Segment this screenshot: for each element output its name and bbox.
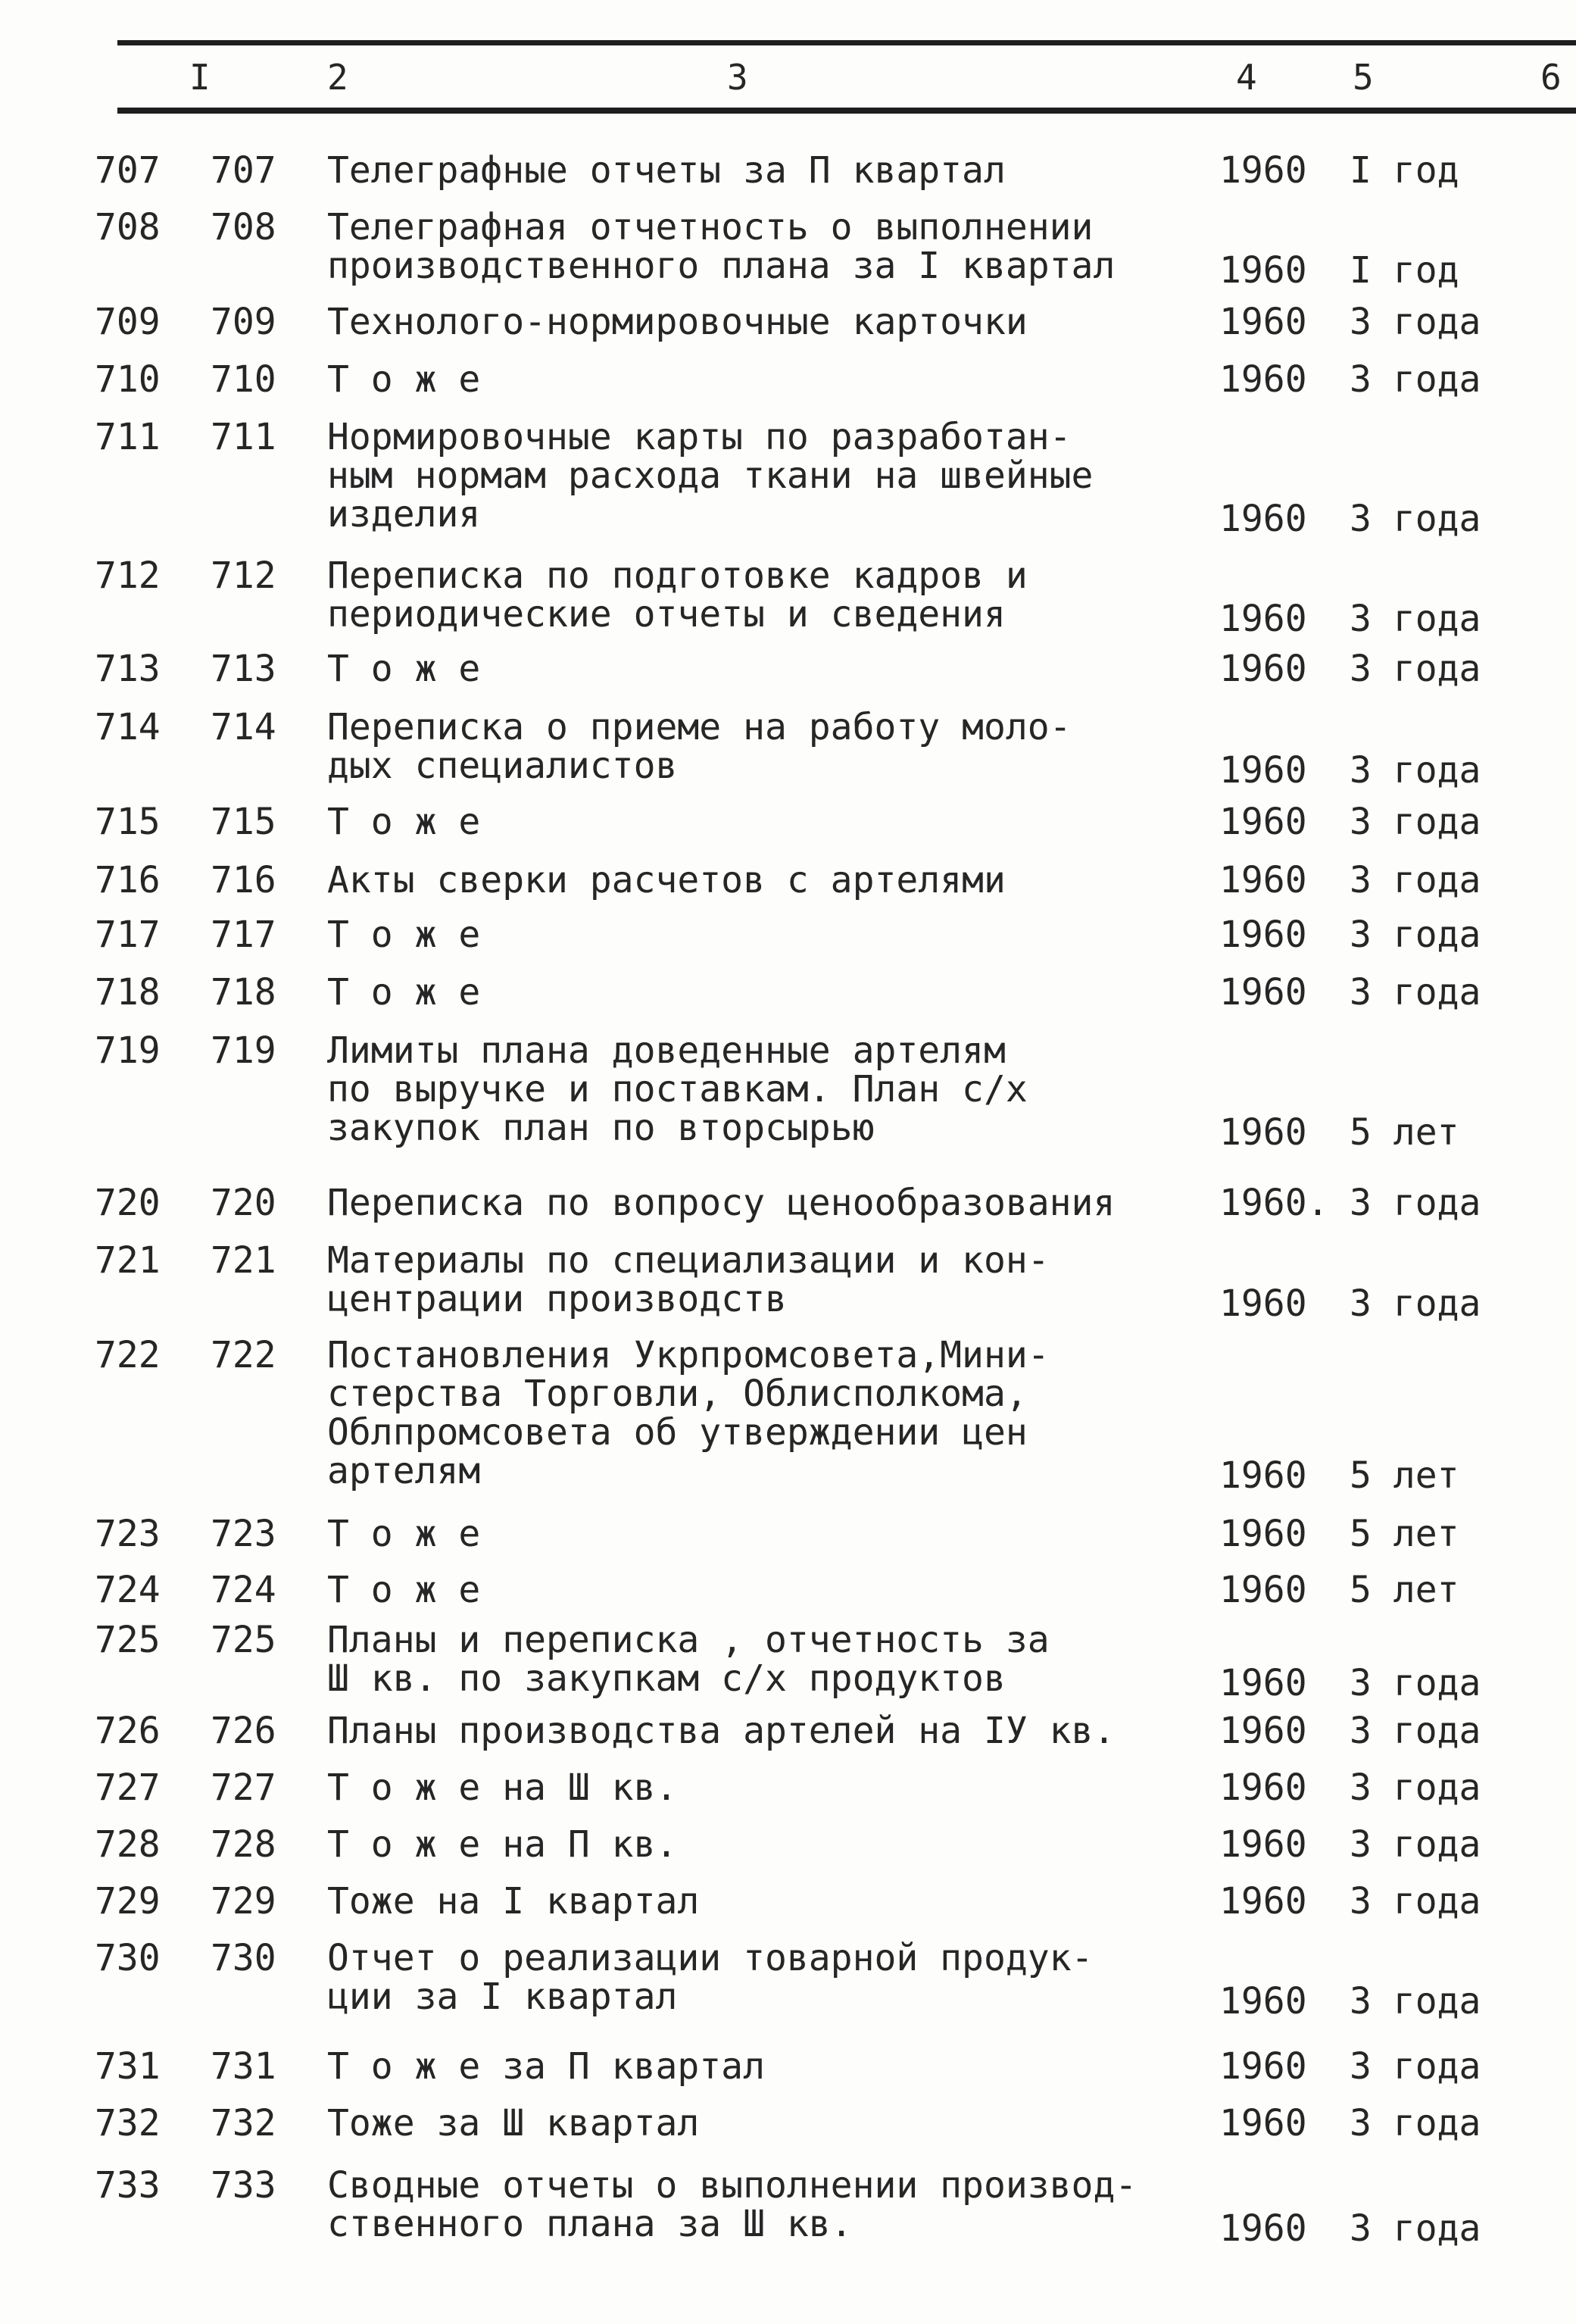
case-number: 725 — [211, 1619, 276, 1661]
item-year: 1960 — [1219, 2102, 1307, 2144]
case-number: 724 — [211, 1569, 276, 1611]
retention-term: 3 года — [1350, 1823, 1481, 1866]
case-number: 720 — [211, 1182, 276, 1224]
retention-term: 3 года — [1350, 749, 1481, 792]
case-number: 716 — [211, 859, 276, 901]
item-year: 1960 — [1219, 598, 1307, 640]
item-year: 1960 — [1219, 1766, 1307, 1809]
item-title-line: Нормировочные карты по разработан- — [327, 416, 1072, 458]
item-title — [327, 861, 1006, 900]
item-number: 725 — [95, 1619, 161, 1661]
item-title — [327, 2045, 765, 2088]
item-title — [327, 208, 1115, 286]
retention-term: 3 года — [1350, 2045, 1481, 2088]
item-title — [327, 1515, 480, 1554]
item-number: 711 — [95, 416, 161, 458]
item-title-line: Тоже на I квартал — [327, 1880, 700, 1923]
case-number: 714 — [211, 706, 276, 748]
item-year: 1960 — [1219, 1710, 1307, 1752]
case-number: 728 — [211, 1823, 276, 1866]
item-number: 732 — [95, 2102, 161, 2144]
case-number: 708 — [211, 206, 276, 248]
column-header-5: 5 — [1353, 57, 1374, 98]
item-number: 722 — [95, 1334, 161, 1376]
item-year: 1960 — [1219, 971, 1307, 1014]
item-title — [327, 1823, 678, 1866]
item-title — [327, 916, 480, 954]
item-title-line: Технолого-нормировочные карточки — [327, 301, 1028, 343]
case-number: 721 — [211, 1239, 276, 1282]
column-header-6: 6 — [1540, 57, 1562, 98]
retention-term: 3 года — [1350, 498, 1481, 540]
item-year: 1960 — [1219, 358, 1307, 401]
case-number: 719 — [211, 1029, 276, 1072]
retention-term: 3 года — [1350, 648, 1481, 690]
item-title — [327, 1939, 1093, 2016]
item-title-line: Т о ж е за П квартал — [327, 2045, 765, 2088]
item-title-line: артелям — [327, 1450, 481, 1492]
item-title-line: центрации производств — [327, 1278, 787, 1320]
item-year: 1960 — [1219, 1569, 1307, 1611]
item-title-line: Телеграфная отчетность о выполнении — [327, 206, 1094, 248]
item-year: 1960 — [1219, 1980, 1307, 2023]
case-number: 718 — [211, 971, 276, 1014]
item-title — [327, 1239, 1050, 1320]
item-title-line: Акты сверки расчетов с артелями — [327, 859, 1006, 901]
retention-term: 3 года — [1350, 2207, 1481, 2250]
item-title — [327, 2166, 1137, 2244]
item-number: 712 — [95, 554, 161, 597]
item-title — [327, 803, 480, 842]
item-number: 733 — [95, 2164, 161, 2207]
retention-term: 3 года — [1350, 1880, 1481, 1923]
retention-term: 3 года — [1350, 1766, 1481, 1809]
item-title — [327, 418, 1093, 534]
retention-term: 3 года — [1350, 1980, 1481, 2023]
item-title-line: периодические отчеты и сведения — [327, 593, 1006, 636]
case-number: 732 — [211, 2102, 276, 2144]
item-title-line: Сводные отчеты о выполнении производ- — [327, 2164, 1138, 2207]
retention-term: 3 года — [1350, 1182, 1481, 1224]
item-year: 1960 — [1219, 1880, 1307, 1923]
item-title-line: Т о ж е — [327, 801, 481, 843]
header-rule-top — [117, 40, 1576, 45]
case-number: 717 — [211, 914, 276, 956]
retention-term: 3 года — [1350, 1662, 1481, 1704]
item-title — [327, 358, 481, 401]
item-title-line: Переписка о приеме на работу моло- — [327, 706, 1072, 748]
item-year: 1960 — [1219, 249, 1307, 292]
item-title-line: Отчет о реализации товарной продук- — [327, 1937, 1094, 1979]
item-year: 1960 — [1219, 914, 1307, 956]
column-header-1: I — [189, 57, 211, 98]
item-number: 716 — [95, 859, 161, 901]
item-year: 1960 — [1219, 1662, 1307, 1704]
item-title — [327, 554, 1028, 636]
item-title-line: дых специалистов — [327, 745, 678, 787]
item-number: 724 — [95, 1569, 161, 1611]
item-title-line: Т о ж е на П кв. — [327, 1823, 678, 1866]
retention-term: 5 лет — [1350, 1111, 1459, 1154]
item-title — [327, 973, 480, 1012]
item-number: 708 — [95, 206, 161, 248]
item-title-line: Переписка по подготовке кадров и — [327, 554, 1028, 597]
case-number: 712 — [211, 554, 276, 597]
column-header-4: 4 — [1236, 57, 1257, 98]
case-number: 707 — [211, 149, 276, 192]
item-number: 713 — [95, 648, 161, 690]
item-title-line: Облпромсовета об утверждении цен — [327, 1411, 1028, 1454]
case-number: 727 — [211, 1766, 276, 1809]
item-title — [327, 1621, 1050, 1698]
item-number: 726 — [95, 1710, 161, 1752]
item-title-line: Телеграфные отчеты за П квартал — [327, 149, 1006, 192]
item-number: 710 — [95, 358, 161, 401]
retention-term: 5 лет — [1350, 1569, 1459, 1611]
retention-term: 3 года — [1350, 1710, 1481, 1752]
item-title — [327, 1712, 1115, 1751]
item-year: 1960 — [1219, 2045, 1307, 2088]
item-year: 1960 — [1219, 648, 1307, 690]
case-number: 711 — [211, 416, 276, 458]
item-year: 1960 — [1219, 1513, 1307, 1555]
header-rule-bottom — [117, 108, 1576, 114]
item-title — [327, 303, 1028, 342]
column-header-3: 3 — [727, 57, 748, 98]
case-number: 723 — [211, 1513, 276, 1555]
item-number: 731 — [95, 2045, 161, 2088]
item-year: 1960 — [1219, 801, 1307, 843]
retention-term: 3 года — [1350, 971, 1481, 1014]
item-year: 1960 — [1219, 1111, 1307, 1154]
case-number: 710 — [211, 358, 276, 401]
item-title — [327, 1029, 1028, 1149]
case-number: 713 — [211, 648, 276, 690]
item-number: 728 — [95, 1823, 161, 1866]
item-title — [327, 1336, 1050, 1491]
item-year: 1960 — [1219, 1454, 1307, 1497]
retention-term: 3 года — [1350, 358, 1481, 401]
case-number: 733 — [211, 2164, 276, 2207]
item-title-line: Т о ж е — [327, 358, 481, 401]
item-title-line: стерства Торговли, Облисполкома, — [327, 1373, 1028, 1415]
item-number: 730 — [95, 1937, 161, 1979]
item-number: 707 — [95, 149, 161, 192]
case-number: 729 — [211, 1880, 276, 1923]
case-number: 730 — [211, 1937, 276, 1979]
item-number: 709 — [95, 301, 161, 343]
item-title-line: ным нормам расхода ткани на швейные — [327, 454, 1094, 497]
item-title-line: Постановления Укрпромсовета,Мини- — [327, 1334, 1050, 1376]
retention-term: 3 года — [1350, 2102, 1481, 2144]
item-year: 1960 — [1219, 859, 1307, 901]
item-number: 720 — [95, 1182, 161, 1224]
item-year: 1960 — [1219, 749, 1307, 792]
item-title-line: Лимиты плана доведенные артелям — [327, 1029, 1006, 1072]
retention-term: 3 года — [1350, 914, 1481, 956]
retention-term: I год — [1350, 249, 1459, 292]
case-number: 715 — [211, 801, 276, 843]
retention-term: 3 года — [1350, 598, 1481, 640]
item-title — [327, 1184, 1115, 1223]
column-header-2: 2 — [327, 57, 348, 98]
item-title-line: Т о ж е — [327, 648, 481, 690]
item-year: 1960 — [1219, 1282, 1307, 1325]
item-title-line: Тоже за Ш квартал — [327, 2102, 700, 2144]
item-title-line: Т о ж е — [327, 1513, 481, 1555]
item-year: 1960 — [1219, 498, 1307, 540]
item-number: 727 — [95, 1766, 161, 1809]
item-title-line: Планы и переписка , отчетность за — [327, 1619, 1050, 1661]
item-title-line: Планы производства артелей на IУ кв. — [327, 1710, 1116, 1752]
case-number: 731 — [211, 2045, 276, 2088]
item-title-line: производственного плана за I квартал — [327, 245, 1116, 287]
item-year: 1960 — [1219, 2207, 1307, 2250]
item-number: 715 — [95, 801, 161, 843]
item-number: 718 — [95, 971, 161, 1014]
item-title-line: Т о ж е — [327, 1569, 481, 1611]
item-title — [327, 708, 1072, 786]
item-title-line: Материалы по специализации и кон- — [327, 1239, 1050, 1282]
retention-term: 3 года — [1350, 801, 1481, 843]
item-title-line: закупок план по вторсырью — [327, 1107, 875, 1149]
item-year: 1960 — [1219, 149, 1307, 192]
retention-term: 3 года — [1350, 859, 1481, 901]
item-year: 1960 — [1219, 301, 1307, 343]
item-title — [327, 2104, 699, 2143]
item-year: 1960 — [1219, 1823, 1307, 1866]
item-title — [327, 1766, 678, 1809]
retention-term: 3 года — [1350, 301, 1481, 343]
item-year: 1960. — [1219, 1182, 1329, 1224]
item-title — [327, 1882, 699, 1921]
item-number: 723 — [95, 1513, 161, 1555]
retention-term: I год — [1350, 149, 1459, 192]
case-number: 722 — [211, 1334, 276, 1376]
item-title-line: Ш кв. по закупкам с/х продуктов — [327, 1657, 1006, 1700]
item-title-line: Т о ж е на Ш кв. — [327, 1766, 678, 1809]
item-title-line: ции за I квартал — [327, 1976, 678, 2018]
case-number: 726 — [211, 1710, 276, 1752]
item-number: 719 — [95, 1029, 161, 1072]
item-title-line: Переписка по вопросу ценообразования — [327, 1182, 1116, 1224]
item-number: 721 — [95, 1239, 161, 1282]
item-title — [327, 151, 1006, 190]
case-number: 709 — [211, 301, 276, 343]
item-title — [327, 650, 480, 689]
item-number: 714 — [95, 706, 161, 748]
item-title — [327, 1571, 480, 1610]
item-number: 717 — [95, 914, 161, 956]
retention-term: 5 лет — [1350, 1513, 1459, 1555]
retention-term: 3 года — [1350, 1282, 1481, 1325]
retention-term: 5 лет — [1350, 1454, 1459, 1497]
item-title-line: ственного плана за Ш кв. — [327, 2203, 853, 2245]
item-number: 729 — [95, 1880, 161, 1923]
item-title-line: изделия — [327, 493, 481, 536]
item-title-line: Т о ж е — [327, 914, 481, 956]
item-title-line: Т о ж е — [327, 971, 481, 1014]
item-title-line: по выручке и поставкам. План с/х — [327, 1068, 1028, 1110]
